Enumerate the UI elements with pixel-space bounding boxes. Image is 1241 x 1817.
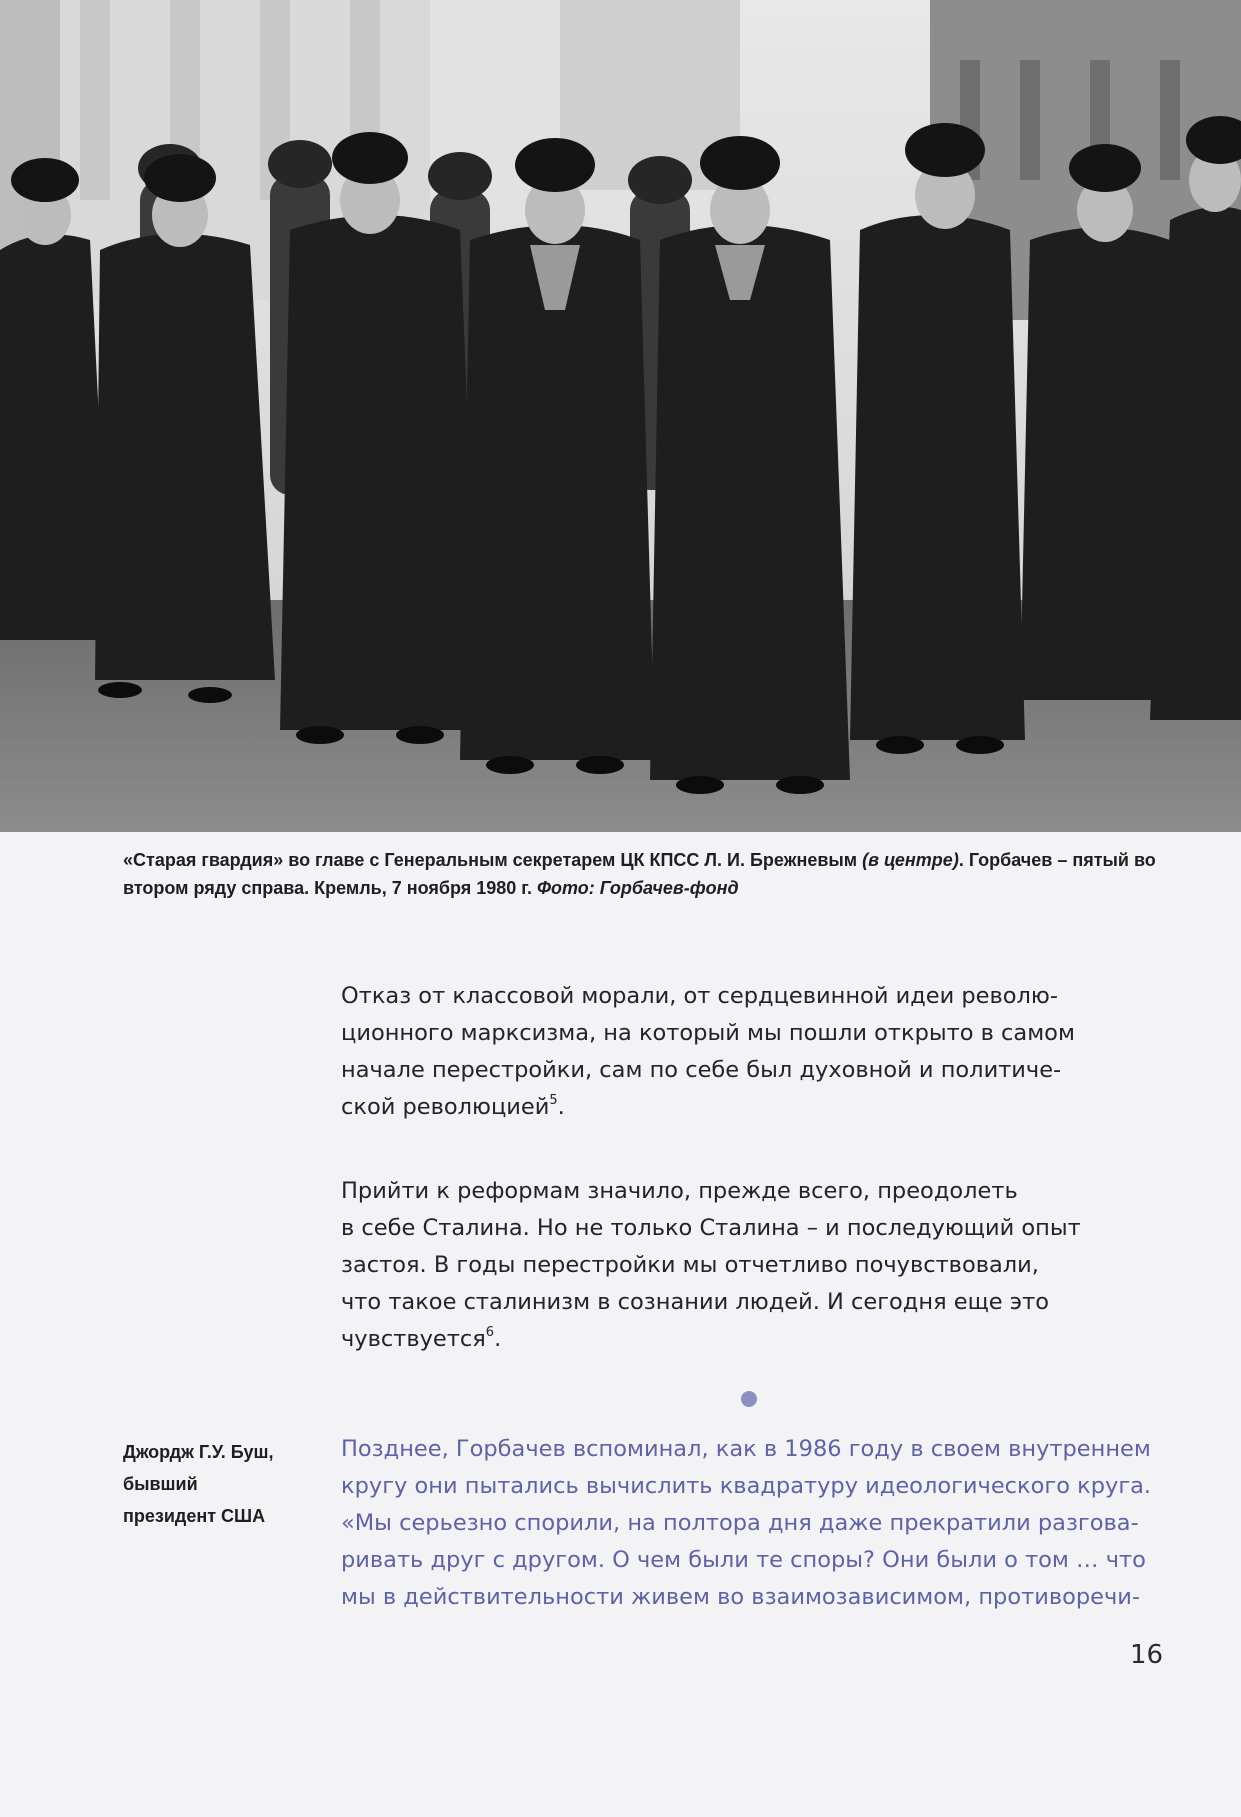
page-number: 16 — [1130, 1640, 1164, 1670]
quote-author-sidebar: Джордж Г.У. Буш, бывший президент США — [123, 1442, 274, 1526]
historical-photo — [0, 0, 1241, 832]
quote-text: Позднее, Горбачев вспоминал, как в 1986 году в своем внутреннем кругу они пытались вычислить квадратуру идеологического круга. «Мы серьезно спорили, на полтора дня даже прекратили разгова- ривать друг с другом. О чем были те споры? Они были о том … что мы в действительности живем во взаимозависимом, противоречи- — [341, 1436, 1152, 1610]
body-paragraph-2: Прийти к реформам значило, прежде всего, преодолеть в себе Сталина. Но не только Сталина – и последующий опыт застоя. В годы перестройки мы отчетливо почувствовали, что такое сталинизм в сознании людей. И сегодня еще это чувствуется$^6$. — [341, 1178, 1081, 1352]
caption-italic-center: (в центре) — [862, 850, 959, 870]
photo-caption: «Старая гвардия» во главе с Генеральным секретарем ЦК КПСС Л. И. Брежневым (в центре). Горбачев – пятый во втором ряду справа. Кремль, 7 ноября 1980 г. Фото: Горбачев-фонд — [123, 850, 1156, 898]
footnote-marker-5: 5 — [549, 1093, 558, 1108]
footnote-marker-6: 6 — [485, 1325, 495, 1340]
caption-photo-credit: Фото: Горбачев-фонд — [536, 878, 739, 898]
section-divider-dot-icon — [741, 1391, 757, 1407]
body-paragraph-1: Отказ от классовой морали, от сердцевинной идеи револю- ционного марксизма, на который мы пошли открыто в самом начале перестройки, сам по себе был духовной и политиче- ской революцией$^5$. — [341, 983, 1075, 1120]
